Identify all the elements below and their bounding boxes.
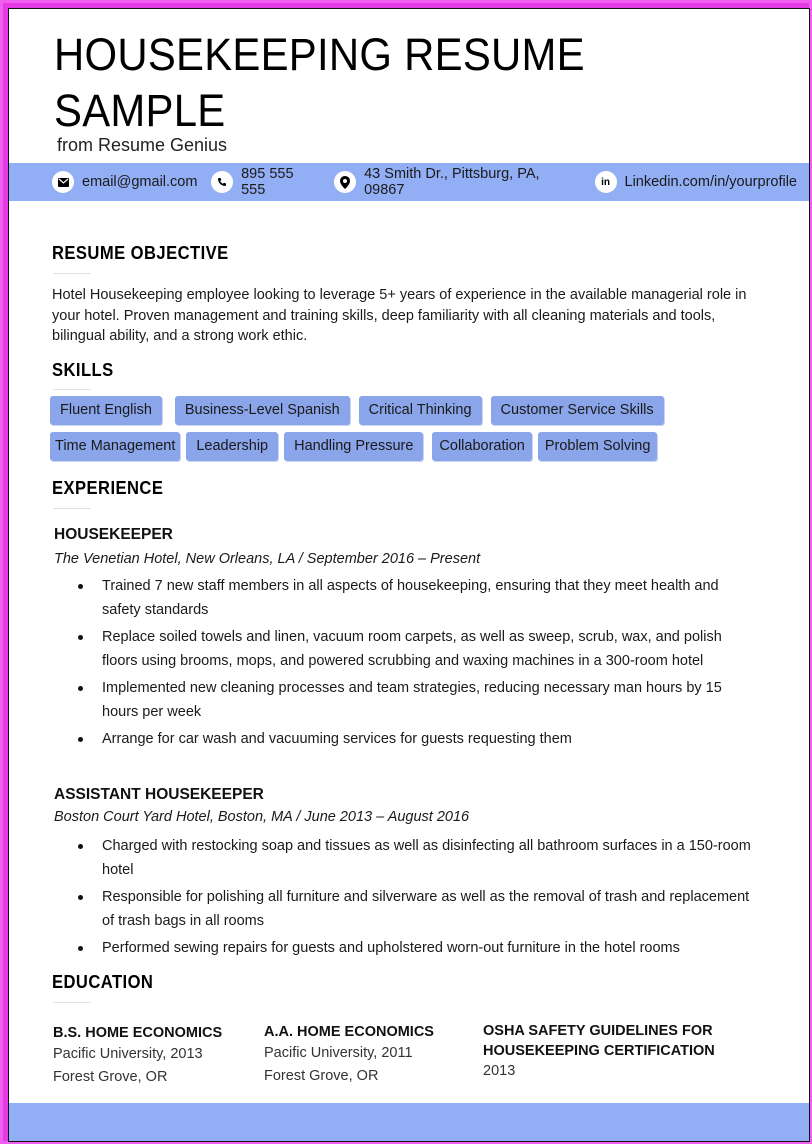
- education-entry: [483, 1021, 743, 1081]
- skill-tag: Time Management: [50, 432, 180, 461]
- section-divider: [53, 508, 91, 509]
- contact-address-text: 43 Smith Dr., Pittsburg, PA, 09867: [364, 166, 540, 198]
- education-location: Forest Grove, OR: [264, 1068, 379, 1084]
- education-location: Forest Grove, OR: [53, 1069, 168, 1085]
- skills-row-1: [50, 396, 750, 425]
- envelope-icon: [52, 171, 74, 193]
- skill-tag: Customer Service Skills: [491, 396, 664, 425]
- skill-tag: Collaboration: [432, 432, 531, 461]
- skill-tag: Business-Level Spanish: [175, 396, 350, 425]
- job-meta: The Venetian Hotel, New Orleans, LA / September 2016 – Present: [54, 551, 481, 567]
- section-divider: [53, 1002, 91, 1003]
- job-title: ASSISTANT HOUSEKEEPER: [54, 786, 264, 803]
- skills-row-2: [50, 432, 750, 461]
- contact-phone-text: 895 555 555: [241, 166, 294, 198]
- skill-tag: Problem Solving: [538, 432, 658, 461]
- map-pin-icon: [334, 171, 356, 193]
- bullet-item: Trained 7 new staff members in all aspects of housekeeping, ensuring that they meet health and safety standards: [102, 574, 752, 622]
- education-school: Pacific University, 2011: [264, 1045, 413, 1061]
- bullet-item: Responsible for polishing all furniture and silverware as well as the removal of trash and replacement of trash bags in all rooms: [102, 885, 752, 933]
- education-degree: A.A. HOME ECONOMICS: [264, 1024, 434, 1040]
- education-degree: OSHA SAFETY GUIDELINES FOR HOUSEKEEPING CERTIFICATION: [483, 1023, 715, 1059]
- bullet-item: Implemented new cleaning processes and team strategies, reducing necessary man hours by 15 hours per week: [102, 676, 752, 724]
- skill-tag: Critical Thinking: [359, 396, 482, 425]
- contact-address[interactable]: [334, 166, 580, 198]
- education-degree: B.S. HOME ECONOMICS: [53, 1025, 223, 1041]
- education-heading: EDUCATION: [52, 972, 154, 992]
- bullet-item: Charged with restocking soap and tissues as well as disinfecting all bathroom surfaces in a 150-room hotel: [102, 834, 752, 882]
- page-title: [54, 27, 649, 139]
- education-entry: [264, 1022, 474, 1088]
- objective-text: Hotel Housekeeping employee looking to leverage 5+ years of experience in the available managerial role in your hotel. Proven management and training skills, deep familiarity with all cleaning materials and tools, bilingual ability, and a strong work ethic.: [52, 287, 747, 344]
- job-meta: Boston Court Yard Hotel, Boston, MA / June 2013 – August 2016: [54, 809, 470, 825]
- skills-heading: SKILLS: [52, 360, 114, 380]
- skill-tag: Fluent English: [50, 396, 162, 425]
- title-line-1: HOUSEKEEPING RESUME: [54, 29, 585, 80]
- contact-linkedin[interactable]: [595, 171, 797, 193]
- contact-phone[interactable]: [211, 166, 320, 198]
- experience-heading: EXPERIENCE: [52, 478, 164, 498]
- title-line-2: SAMPLE: [54, 85, 226, 136]
- education-year: 2013: [483, 1063, 516, 1079]
- job-title: HOUSEKEEPER: [54, 526, 173, 543]
- footer-bar: [9, 1103, 810, 1142]
- objective-heading: RESUME OBJECTIVE: [52, 243, 229, 263]
- bullet-item: Arrange for car wash and vacuuming services for guests requesting them: [102, 727, 752, 751]
- section-divider: [53, 389, 91, 390]
- contact-bar: [9, 163, 810, 201]
- linkedin-icon: in: [595, 171, 617, 193]
- contact-linkedin-text: Linkedin.com/in/yourprofile: [624, 174, 797, 190]
- section-divider: [53, 273, 91, 274]
- contact-email-text: email@gmail.com: [82, 174, 198, 190]
- skill-tag: Leadership: [186, 432, 278, 461]
- education-entry: [53, 1023, 253, 1089]
- resume-page: [8, 8, 810, 1142]
- bullet-item: Replace soiled towels and linen, vacuum room carpets, as well as sweep, scrub, wax, and polish floors using brooms, mops, and powered scrubbing and waxing machines in a 300-room hotel: [102, 625, 752, 673]
- page-subtitle: from Resume Genius: [57, 135, 228, 155]
- skill-tag: Handling Pressure: [284, 432, 423, 461]
- bullet-item: Performed sewing repairs for guests and upholstered worn-out furniture in the hotel rooms: [102, 936, 752, 960]
- education-school: Pacific University, 2013: [53, 1046, 203, 1062]
- job-bullets: [102, 574, 752, 754]
- job-bullets: [102, 834, 752, 963]
- skills-list: [50, 396, 750, 468]
- contact-email[interactable]: [52, 171, 197, 193]
- phone-icon: [211, 171, 233, 193]
